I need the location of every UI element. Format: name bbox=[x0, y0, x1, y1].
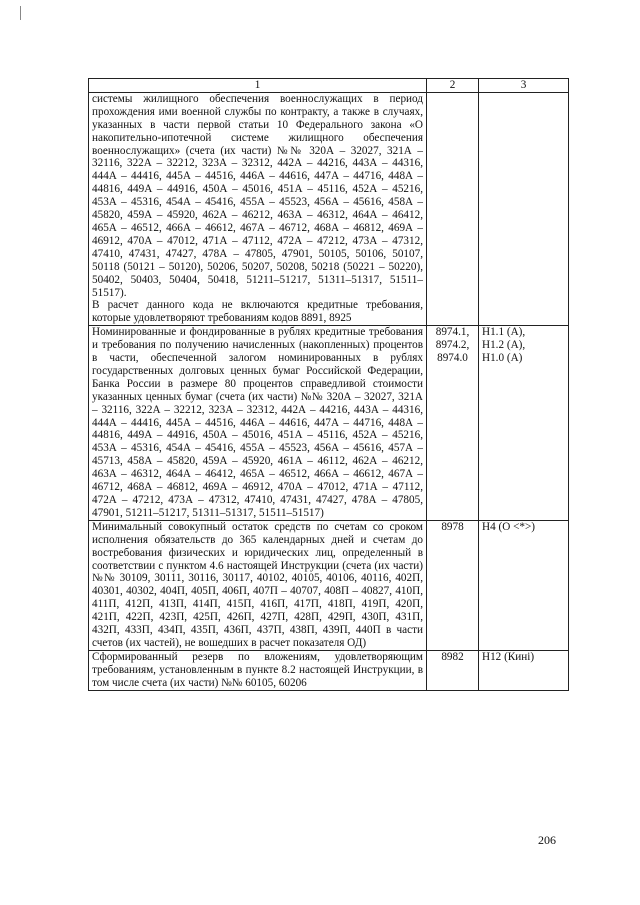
scan-mark bbox=[20, 6, 21, 20]
row-description: Минимальный совокупный остаток средств по счетам со сроком исполнения обязательств до 365 календарных дней и счетам до востребования физических и юридических лиц, определенный в соответствии с пунктом 4.6 настоящей Инструкции (счета (их части) №№ 30109, 30111, 30116, 30117, 40102, 40105, 40106, 40116, 402П, 40301, 40302, 404П, 405П, 406П, 407П – 40707, 408П – 40827, 410П, 411П, 412П, 413П, 414П, 415П, 416П, 417П, 418П, 419П, 420П, 421П, 422П, 423П, 425П, 426П, 427П, 428П, 429П, 430П, 431П, 432П, 433П, 434П, 435П, 436П, 437П, 438П, 439П, 440П в части счетов (их частей), не вошедших в расчет показателя ОД) bbox=[89, 520, 427, 650]
row-reference: Н12 (Кинi) bbox=[479, 650, 569, 690]
row-description bbox=[89, 92, 427, 325]
page-number: 206 bbox=[538, 833, 556, 847]
row-reference: Н1.1 (А), Н1.2 (А), Н1.0 (А) bbox=[479, 326, 569, 521]
row-reference bbox=[479, 92, 569, 325]
table-row bbox=[89, 520, 569, 650]
row-code: 8978 bbox=[427, 520, 479, 650]
row-description: Сформированный резерв по вложениям, удовлетворяющим требованиям, установленным в пункте 8.2 настоящей Инструкции, в том числе счета (их части) №№ 60105, 60206 bbox=[89, 650, 427, 690]
row-reference: Н4 (О <*>) bbox=[479, 520, 569, 650]
codes-table bbox=[88, 78, 569, 691]
table-row bbox=[89, 650, 569, 690]
row-code bbox=[427, 92, 479, 325]
table-row bbox=[89, 326, 569, 521]
row-text-note: В расчет данного кода не включаются кредитные требования, которые удовлетворяют требованиям кодов 8891, 8925 bbox=[92, 299, 423, 325]
table-header-row bbox=[89, 79, 569, 93]
row-description: Номинированные и фондированные в рублях кредитные требования и требования по получению начисленных (накопленных) процентов в части, обеспеченной залогом номинированных в рублях государственных долговых ценных бумаг Российской Федерации, Банка России в размере 80 процентов справедливой стоимости указанных ценных бумаг (счета (их части) №№ 320А – 32027, 321А – 32116, 322А – 32212, 323А – 32312, 442А – 44216, 443А – 44316, 444А – 44416, 445А – 44516, 446А – 44616, 447А – 44716, 448А – 44816, 449А – 44916, 450А – 45016, 451А – 45116, 452А – 45216, 453А – 45316, 454А – 45416, 455А – 45523, 456А – 45616, 457А – 45713, 458А – 45820, 459А – 45920, 461А – 46112, 462А – 46212, 463А – 46312, 464А – 46412, 465А – 46512, 466А – 46612, 467А – 46712, 468А – 46812, 469А – 46912, 470А – 47012, 471А – 47112, 472А – 47212, 473А – 47312, 47410, 47431, 47427, 478А – 47805, 47901, 51211–51217, 51311–51317, 51511–51517) bbox=[89, 326, 427, 521]
table-row bbox=[89, 92, 569, 325]
row-code: 8974.1, 8974.2, 8974.0 bbox=[427, 326, 479, 521]
row-code: 8982 bbox=[427, 650, 479, 690]
header-col-2: 2 bbox=[427, 79, 479, 93]
header-col-3: 3 bbox=[479, 79, 569, 93]
row-text: систем​ы жилищного обеспечения военнослужащих в период прохождения ими военной службы по контракту, а также в случаях, указанных в части первой статьи 10 Федерального закона «О накопительно-ипотечной системе жилищного обеспечения военнослужащих» (счета (их части) №№ 320А – 32027, 321А – 32116, 322А – 32212, 323А – 32312, 442А – 44216, 443А – 44316, 444А – 44416, 445А – 44516, 446А – 44616, 447А – 44716, 448А – 44816, 449А – 44916, 450А – 45016, 451А – 45116, 452А – 45216, 453А – 45316, 454А – 45416, 455А – 45523, 456А – 45616, 458А – 45820, 459А – 45920, 462А – 46212, 463А – 46312, 464А – 46412, 465А – 46512, 466А – 46612, 467А – 46712, 468А – 46812, 469А – 46912, 470А – 47012, 471А – 47112, 472А – 47212, 473А – 47312, 47410, 47431, 47427, 478А – 47805, 47901, 50105, 50106, 50107, 50118 (50121 – 50120), 50206, 50207, 50208, 50218 (50221 – 50220), 50402, 50403, 50404, 50418, 51211–51217, 51311–51317, 51511–51517). bbox=[92, 92, 423, 299]
header-col-1: 1 bbox=[89, 79, 427, 93]
